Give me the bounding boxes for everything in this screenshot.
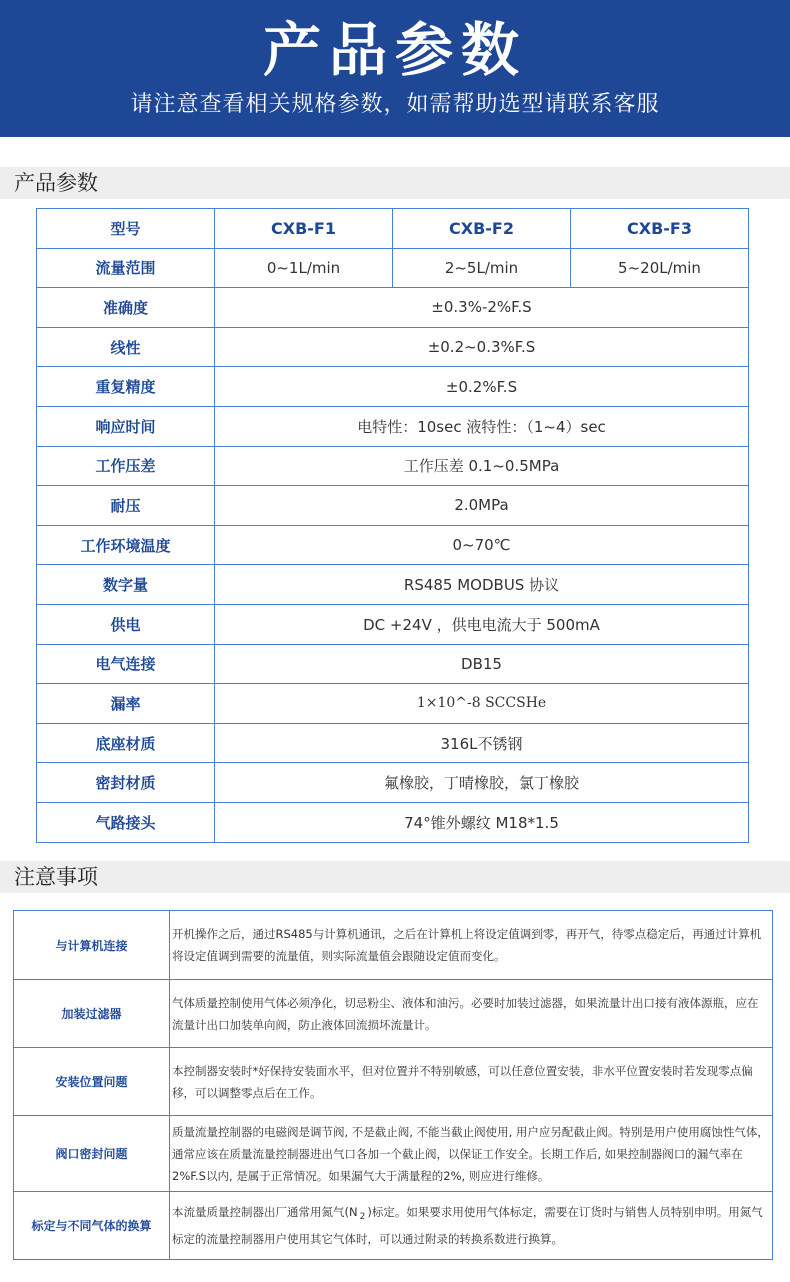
spec-row — [37, 565, 749, 605]
spec-value: ±0.2~0.3%F.S — [215, 327, 749, 367]
spec-section-title: 产品参数 — [14, 171, 98, 195]
note-label: 加装过滤器 — [14, 980, 170, 1048]
spec-value: DC +24V ，供电电流大于 500mA — [215, 604, 749, 644]
note-row — [14, 1116, 773, 1192]
spec-label: 线性 — [37, 327, 215, 367]
spec-row — [37, 802, 749, 842]
spec-label: 电气连接 — [37, 644, 215, 684]
flow-value: 2~5L/min — [393, 248, 571, 288]
spec-value: 1×10^-8 SCCSHe — [215, 684, 749, 724]
note-label: 与计算机连接 — [14, 911, 170, 980]
spec-value: RS485 MODBUS 协议 — [215, 565, 749, 605]
spec-row — [37, 406, 749, 446]
spec-value: 工作压差 0.1~0.5MPa — [215, 446, 749, 486]
spec-value: ±0.3%-2%F.S — [215, 288, 749, 328]
spec-row-flow — [37, 248, 749, 288]
spec-row — [37, 723, 749, 763]
spec-value: 0~70℃ — [215, 525, 749, 565]
spec-section-header — [0, 167, 790, 199]
spec-row — [37, 525, 749, 565]
spec-row-model — [37, 209, 749, 249]
spec-label: 数字量 — [37, 565, 215, 605]
spec-value: ±0.2%F.S — [215, 367, 749, 407]
notes-section-title: 注意事项 — [14, 865, 98, 889]
notes-table — [13, 910, 773, 1260]
model-name: CXB-F3 — [571, 209, 749, 249]
spec-row — [37, 367, 749, 407]
spec-label: 供电 — [37, 604, 215, 644]
spec-row — [37, 763, 749, 803]
note-row — [14, 980, 773, 1048]
spec-value: 316L不锈钢 — [215, 723, 749, 763]
spec-label: 工作环境温度 — [37, 525, 215, 565]
note-text-part: 本流量质量控制器出厂通常用氮气(N — [172, 1205, 358, 1219]
spec-table — [36, 208, 749, 843]
spec-label: 工作压差 — [37, 446, 215, 486]
spec-label: 漏率 — [37, 684, 215, 724]
spec-label: 准确度 — [37, 288, 215, 328]
spec-label: 气路接头 — [37, 802, 215, 842]
flow-value: 0~1L/min — [215, 248, 393, 288]
subscript-2: 2 — [359, 1212, 366, 1222]
spec-value: 2.0MPa — [215, 486, 749, 526]
header-banner — [0, 0, 790, 137]
spec-label: 型号 — [37, 209, 215, 249]
model-name: CXB-F2 — [393, 209, 571, 249]
notes-section-header — [0, 861, 790, 893]
note-text-part: )标定。如果要求用使用气体标定，需要在订货时与销售人员特别申明。用氮气标定的流量控制器用户使用其它气体时，可以通过附录的转换系数进行换算。 — [172, 1205, 763, 1246]
spec-value: 氟橡胶，丁晴橡胶，氯丁橡胶 — [215, 763, 749, 803]
model-name: CXB-F1 — [215, 209, 393, 249]
note-row — [14, 911, 773, 980]
spec-row — [37, 486, 749, 526]
note-label: 标定与不同气体的换算 — [14, 1192, 170, 1260]
spec-value: 电特性：10sec 液特性：（1~4）sec — [215, 406, 749, 446]
spec-row — [37, 446, 749, 486]
spec-value: 74°锥外螺纹 M18*1.5 — [215, 802, 749, 842]
banner-subtitle: 请注意查看相关规格参数，如需帮助选型请联系客服 — [130, 92, 660, 117]
spec-label: 耐压 — [37, 486, 215, 526]
spec-label: 重复精度 — [37, 367, 215, 407]
note-text — [170, 1192, 773, 1260]
spec-row — [37, 684, 749, 724]
note-label: 阀口密封问题 — [14, 1116, 170, 1192]
flow-value: 5~20L/min — [571, 248, 749, 288]
note-row — [14, 1192, 773, 1260]
spec-label: 底座材质 — [37, 723, 215, 763]
note-label: 安装位置问题 — [14, 1048, 170, 1116]
note-text: 本控制器安装时*好保持安装面水平，但对位置并不特别敏感，可以任意位置安装，非水平位置安装时若发现零点偏移，可以调整零点后在工作。 — [170, 1048, 773, 1116]
note-text: 质量流量控制器的电磁阀是调节阀, 不是截止阀, 不能当截止阀使用, 用户应另配截止阀。特别是用户使用腐蚀性气体，通常应该在质量流量控制器进出气口各加一个截止阀，以保证工作安全。长期工作后, 如果控制器阀口的漏气率在2%F.S以内, 是属于正常情况。如果漏气大于满量程的2%, 则应进行维修。 — [170, 1116, 773, 1192]
spec-row — [37, 604, 749, 644]
spec-value: DB15 — [215, 644, 749, 684]
note-text: 开机操作之后，通过RS485与计算机通讯，之后在计算机上将设定值调到零，再开气，待零点稳定后，再通过计算机将设定值调到需要的流量值，则实际流量值会跟随设定值而变化。 — [170, 911, 773, 980]
note-text: 气体质量控制使用气体必须净化，切忌粉尘、液体和油污。必要时加装过滤器，如果流量计出口接有液体源瓶，应在流量计出口加装单向阀，防止液体回流损坏流量计。 — [170, 980, 773, 1048]
spec-label: 流量范围 — [37, 248, 215, 288]
spec-label: 响应时间 — [37, 406, 215, 446]
spec-label: 密封材质 — [37, 763, 215, 803]
note-row — [14, 1048, 773, 1116]
banner-title: 产品参数 — [262, 16, 527, 84]
spec-row — [37, 288, 749, 328]
spec-row — [37, 327, 749, 367]
spec-row — [37, 644, 749, 684]
